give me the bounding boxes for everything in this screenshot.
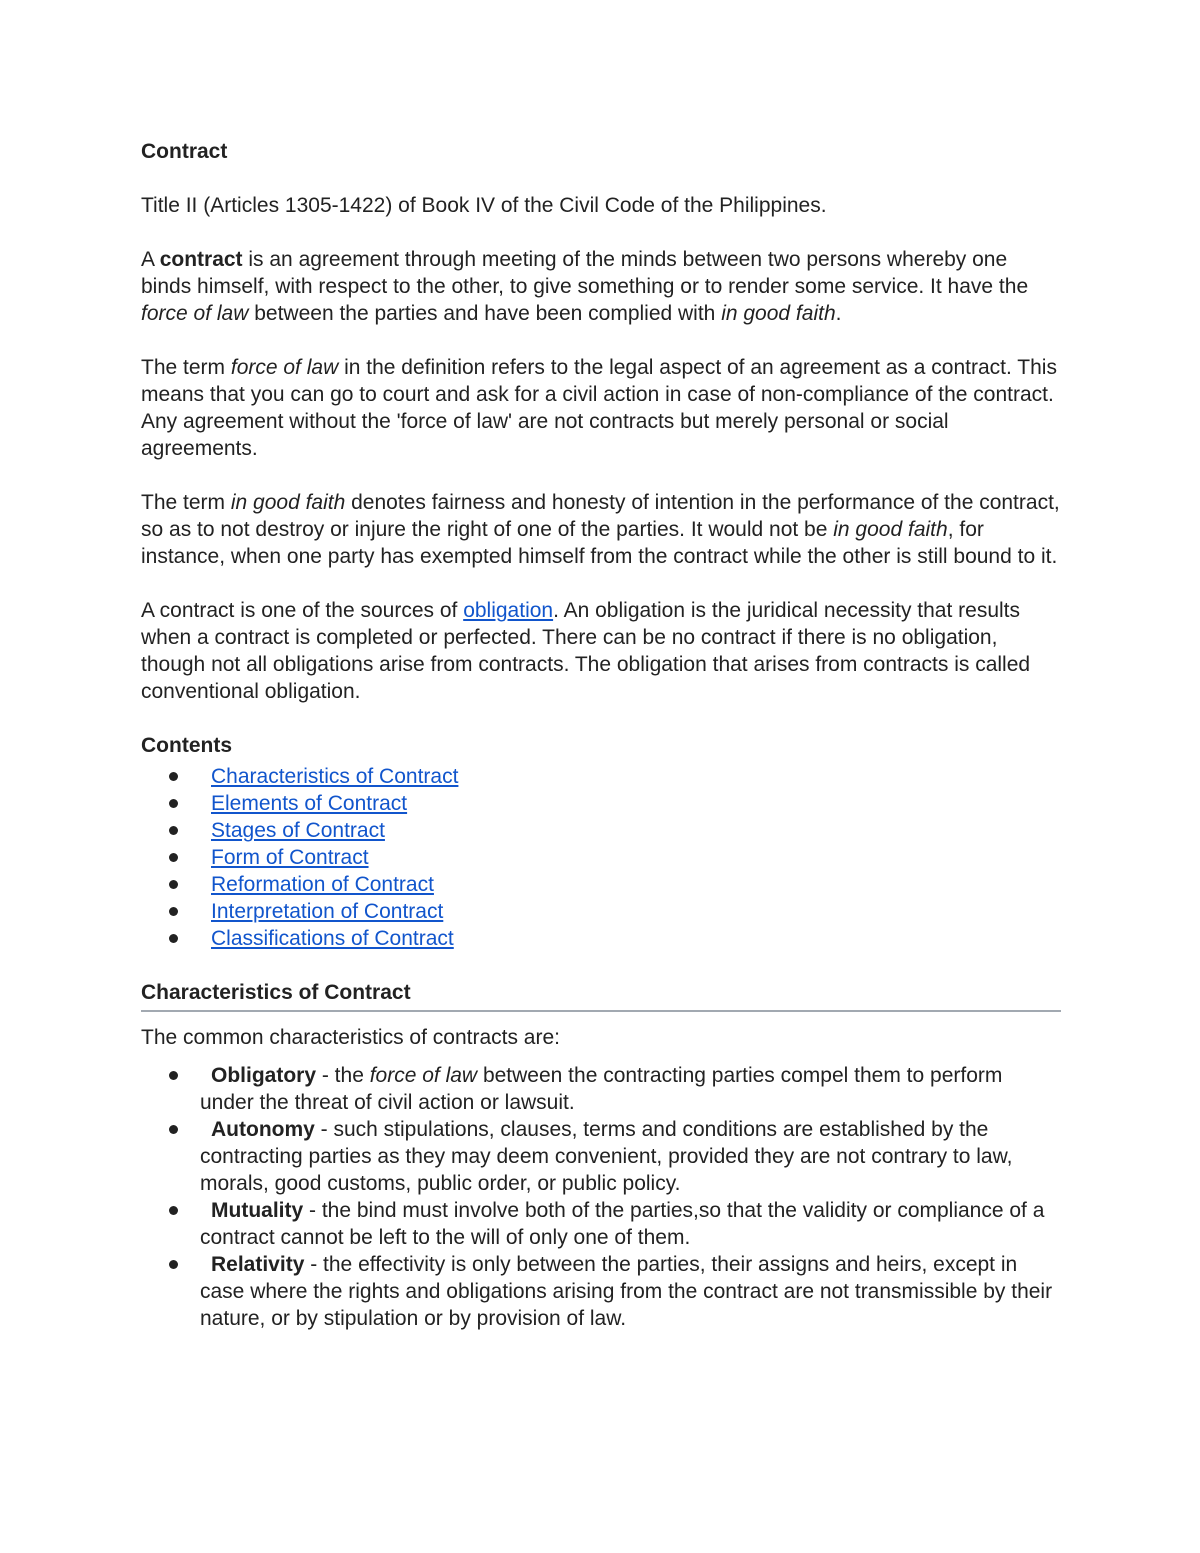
contents-list (141, 763, 1061, 952)
text-run: - such stipulations, clauses, terms and conditions are established by the contracting parties as they may deem convenient, provided they are not contrary to law, morals, good customs, public order, or public policy. (200, 1118, 1013, 1195)
bullet-icon (169, 1260, 178, 1269)
text-run: The term (141, 356, 231, 379)
text-run: - the bind must involve both of the parties,so that the validity or compliance of a contract cannot be left to the will of only one of them. (200, 1199, 1045, 1249)
characteristics-intro: The common characteristics of contracts are: (141, 1026, 560, 1049)
characteristic-item-autonomy (141, 1116, 1061, 1197)
toc-link-interpretation[interactable]: Interpretation of Contract (211, 900, 444, 923)
bullet-icon (169, 1125, 178, 1134)
characteristic-item-relativity (141, 1251, 1061, 1332)
text-run: - the (316, 1064, 370, 1087)
text-run: . An obligation is the juridical necessity that results when a contract is completed or perfected. There can be no contract if there is no obligation, though not all obligations arise from contracts. The obligation that arises from contracts is called conventional obligation. (141, 599, 1031, 703)
text-run: is an agreement through meeting of the minds between two persons whereby one binds himself, with respect to the other, to give something or to render some service. It have the (141, 248, 1029, 298)
characteristic-term: Autonomy (211, 1118, 315, 1141)
characteristics-heading: Characteristics of Contract (141, 979, 1061, 1012)
contents-item (141, 871, 1061, 898)
characteristic-term: Mutuality (211, 1199, 304, 1222)
italic-term: in good faith (833, 518, 948, 541)
toc-link-stages[interactable]: Stages of Contract (211, 819, 385, 842)
italic-term: in good faith (721, 302, 836, 325)
text-run: , for instance, when one party has exempted himself from the contract while the other is still bound to it. (141, 518, 1058, 568)
italic-term: in good faith (230, 491, 346, 514)
good-faith-paragraph (141, 489, 1061, 570)
bullet-icon (169, 934, 178, 943)
italic-term: force of law (230, 356, 339, 379)
text-run: between the parties and have been complied with (248, 302, 722, 325)
contents-item (141, 790, 1061, 817)
bold-term: contract (159, 248, 243, 271)
characteristic-item-obligatory (141, 1062, 1061, 1116)
document-page (141, 138, 1061, 1332)
obligation-paragraph (141, 597, 1061, 705)
characteristic-term: Obligatory (211, 1064, 317, 1087)
force-of-law-paragraph (141, 354, 1061, 462)
italic-term: force of law (369, 1064, 478, 1087)
characteristic-term: Relativity (211, 1253, 305, 1276)
bullet-icon (169, 1071, 178, 1080)
text-run: The term (141, 491, 231, 514)
bullet-icon (169, 907, 178, 916)
text-run: in the definition refers to the legal aspect of an agreement as a contract. This means that you can go to court and ask for a civil action in case of non-compliance of the contract. Any agreement without the 'force of law' are not contracts but merely personal or social agreements. (141, 356, 1057, 460)
bullet-icon (169, 880, 178, 889)
bullet-icon (169, 799, 178, 808)
toc-link-reformation[interactable]: Reformation of Contract (211, 873, 434, 896)
page-title: Contract (141, 140, 228, 163)
contents-item (141, 844, 1061, 871)
obligation-link[interactable]: obligation (463, 599, 554, 622)
contents-item (141, 898, 1061, 925)
characteristics-list (141, 1062, 1061, 1332)
definition-paragraph (141, 246, 1061, 327)
bullet-icon (169, 772, 178, 781)
text-run: between the contracting parties compel them to perform under the threat of civil action or lawsuit. (200, 1064, 1003, 1114)
italic-term: force of law (141, 302, 249, 325)
toc-link-classifications[interactable]: Classifications of Contract (211, 927, 454, 950)
contents-item (141, 817, 1061, 844)
contents-heading: Contents (141, 734, 232, 757)
toc-link-elements[interactable]: Elements of Contract (211, 792, 408, 815)
text-run: . (835, 302, 842, 325)
toc-link-form[interactable]: Form of Contract (211, 846, 369, 869)
text-run: A contract is one of the sources of (141, 599, 464, 622)
toc-link-characteristics[interactable]: Characteristics of Contract (211, 765, 459, 788)
text-run: A (141, 248, 160, 271)
bullet-icon (169, 1206, 178, 1215)
bullet-icon (169, 826, 178, 835)
contents-item (141, 763, 1061, 790)
text-run: - the effectivity is only between the parties, their assigns and heirs, except in case where the rights and obligations arising from the contract are not transmissible by their nature, or by stipulation or by provision of law. (200, 1253, 1053, 1330)
subtitle-paragraph: Title II (Articles 1305-1422) of Book IV of the Civil Code of the Philippines. (141, 194, 827, 217)
bullet-icon (169, 853, 178, 862)
text-run: denotes fairness and honesty of intention in the performance of the contract, so as to not destroy or injure the right of one of the parties. It would not be (141, 491, 1060, 541)
characteristic-item-mutuality (141, 1197, 1061, 1251)
contents-item (141, 925, 1061, 952)
